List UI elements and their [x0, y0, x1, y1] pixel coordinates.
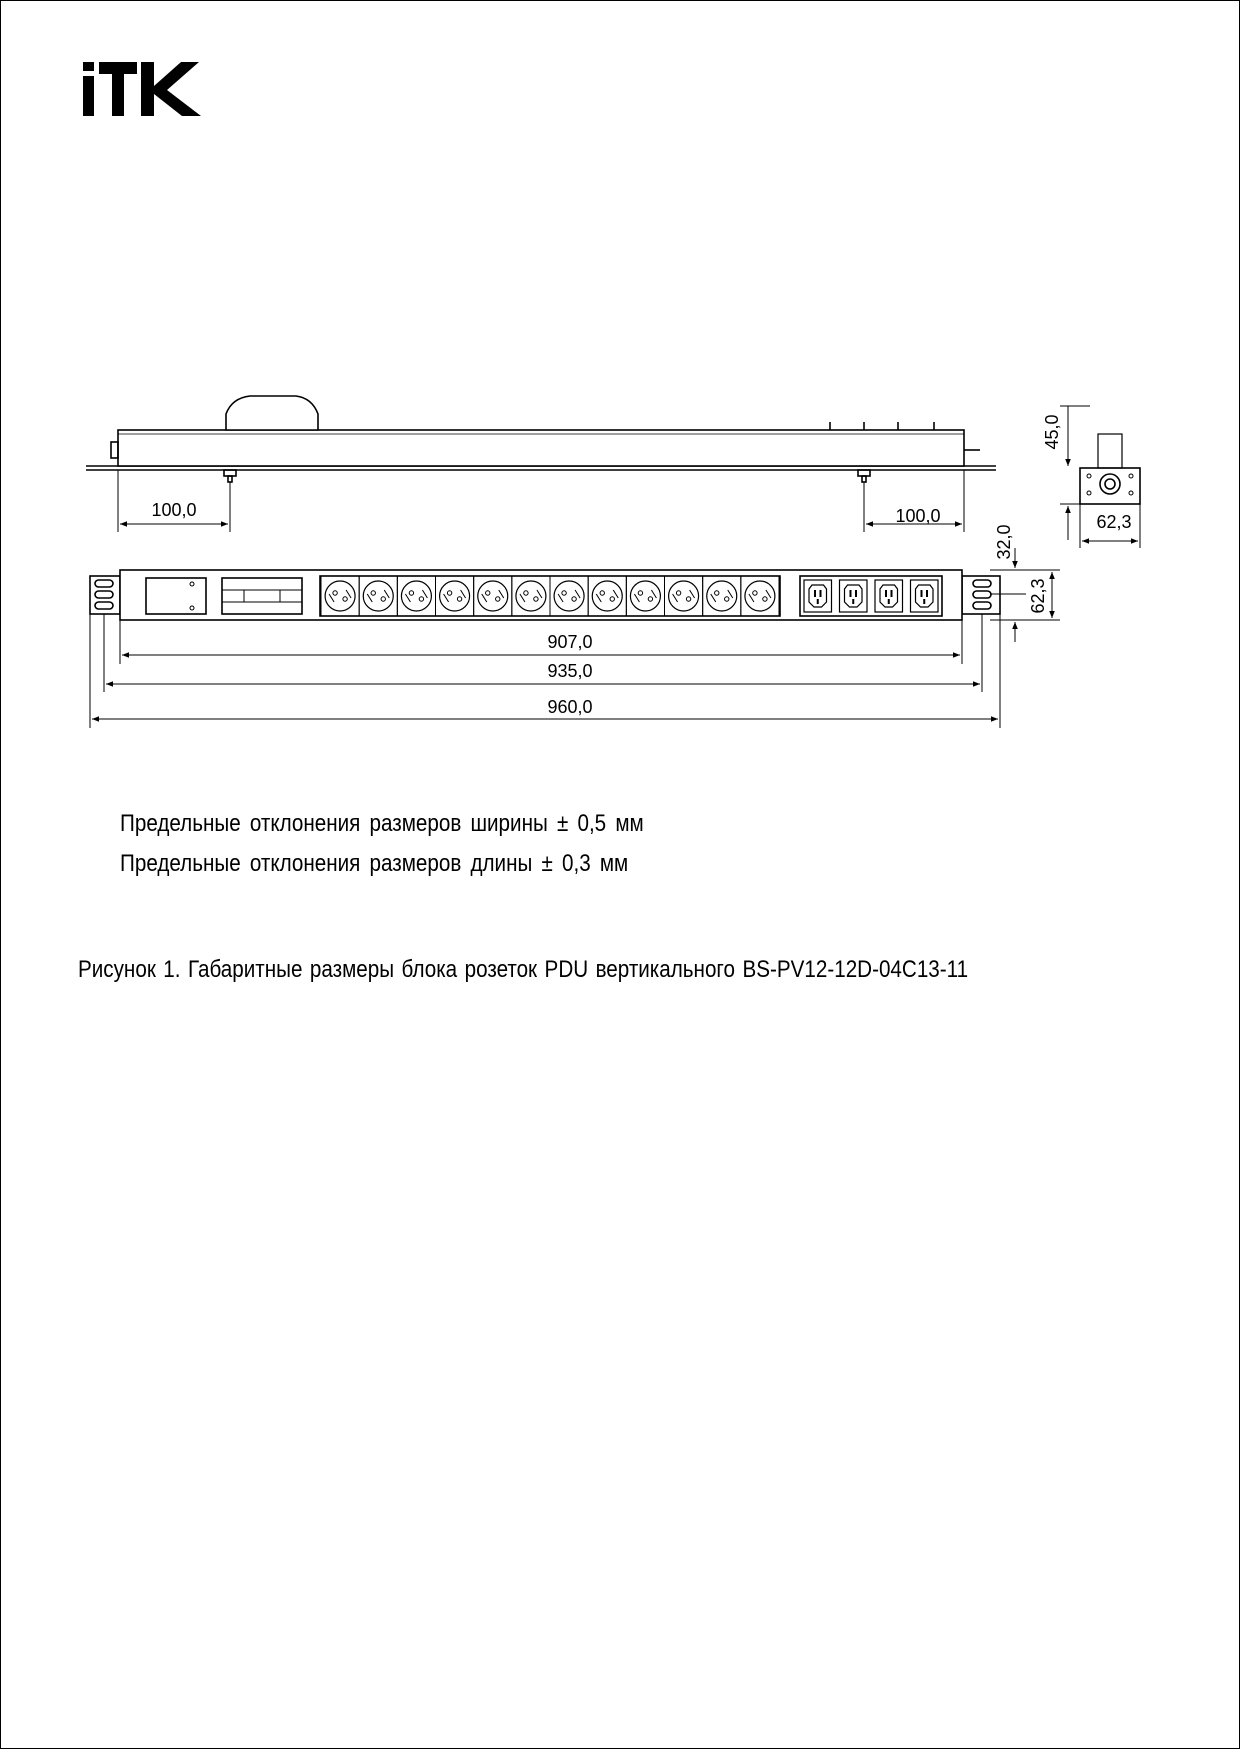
dim-overall-length: 960,0 [547, 697, 593, 717]
dim-mount-spacing: 935,0 [547, 661, 593, 681]
side-dimensions [118, 470, 964, 532]
pdu-dimension-drawing [0, 0, 1240, 760]
width-tolerance-note: Предельные отклонения размеров ширины ± 0,5 мм [120, 810, 644, 837]
dim-side-right: 100,0 [895, 506, 941, 526]
dim-body-length: 907,0 [547, 632, 593, 652]
dim-mount-offset: 32,0 [994, 524, 1014, 560]
dim-front-height: 62,3 [1028, 578, 1048, 614]
figure-caption: Рисунок 1. Габаритные размеры блока розеток PDU вертикального BS-PV12-12D-04C13-11 [78, 956, 969, 983]
end-view [1080, 434, 1140, 504]
length-tolerance-note: Предельные отклонения размеров длины ± 0,3 мм [120, 850, 629, 877]
side-view [86, 396, 996, 482]
dim-end-width: 62,3 [1096, 512, 1132, 532]
dim-end-height: 45,0 [1042, 414, 1062, 450]
dim-side-left: 100,0 [151, 500, 197, 520]
